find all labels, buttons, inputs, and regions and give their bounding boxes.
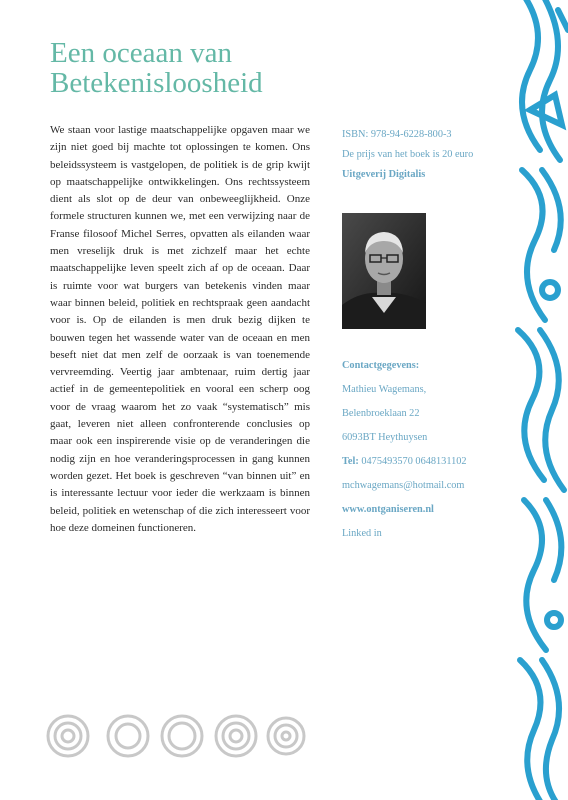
contact-details [342, 358, 512, 550]
contact-name: Mathieu Wagemans, [342, 384, 427, 395]
title-line-2: Betekenisloosheid [50, 67, 263, 99]
contact-city: 6093BT Heythuysen [342, 432, 428, 443]
price-text: De prijs van het boek is 20 euro [342, 149, 474, 160]
page-title [50, 38, 350, 98]
contact-street: Belenbroeklaan 22 [342, 408, 420, 419]
linkedin-link[interactable]: Linked in [342, 528, 382, 539]
isbn-text: ISBN: 978-94-6228-800-3 [342, 129, 452, 140]
author-photo [342, 213, 426, 329]
decorative-circle-pattern [46, 706, 306, 766]
phone-numbers: 0475493570 0648131102 [358, 456, 467, 467]
circle-pattern-image [46, 706, 306, 766]
contact-phone [342, 454, 512, 478]
title-line-1: Een oceaan van [50, 37, 232, 69]
book-description: We staan voor lastige maatschappelijke opgaven maar we zijn niet goed bij machte tot oplossingen te komen. Ons beleidssysteem is vastgelopen, de politiek is de grip kwijt op maatschappelijke ontwikkelingen. Ons rechtssysteem dient als slot op de deur van onbeweeglijkheid. Onze formele structuren kunnen we, met een verwijzing naar de Franse filosoof Michel Serres, opvatten als eilanden waar men vreselijk druk is met zichzelf maar het echte maatschappelijke leven speelt zich af op de oceaan. Daar is ruimte voor wat burgers van betekenis vinden maar waar binnen beleid, politiek en rechtspraak geen aandacht voor is. Op de eilanden is men druk bezig dijken te bouwen tegen het wassende water van de oceaan en men beseft niet dat men zelf de oorzaak is van toenemende vervreemding. Veertig jaar ambtenaar, ruim dertig jaar actief in de gemeentepolitiek en vooral een scherp oog voor de vraag waarom het zo vaak “systematisch” mis gaat, leveren niet alleen confronterende conclusies op maar ook een inspirerende visie op de veranderingen die nodig zijn en hoe veranderingsprocessen in gang kunnen worden gezet. Het boek is geschreven “van binnen uit” en is interessante lectuur voor ieder die werkzaam is binnen beleid, politiek en wetenschap of die zich interesseert voor hoe deze domeinen functioneren. [50, 124, 310, 534]
publisher-text: Uitgeverij Digitalis [342, 169, 426, 180]
contact-email[interactable]: mchwagemans@hotmail.com [342, 480, 465, 491]
website-link[interactable]: www.ontganiseren.nl [342, 504, 434, 515]
decorative-wave-pattern [510, 0, 568, 800]
portrait-image [342, 213, 426, 329]
contact-heading: Contactgegevens: [342, 360, 420, 371]
phone-label: Tel: [342, 456, 359, 467]
wave-pattern-image [510, 0, 568, 800]
book-info [342, 125, 502, 185]
